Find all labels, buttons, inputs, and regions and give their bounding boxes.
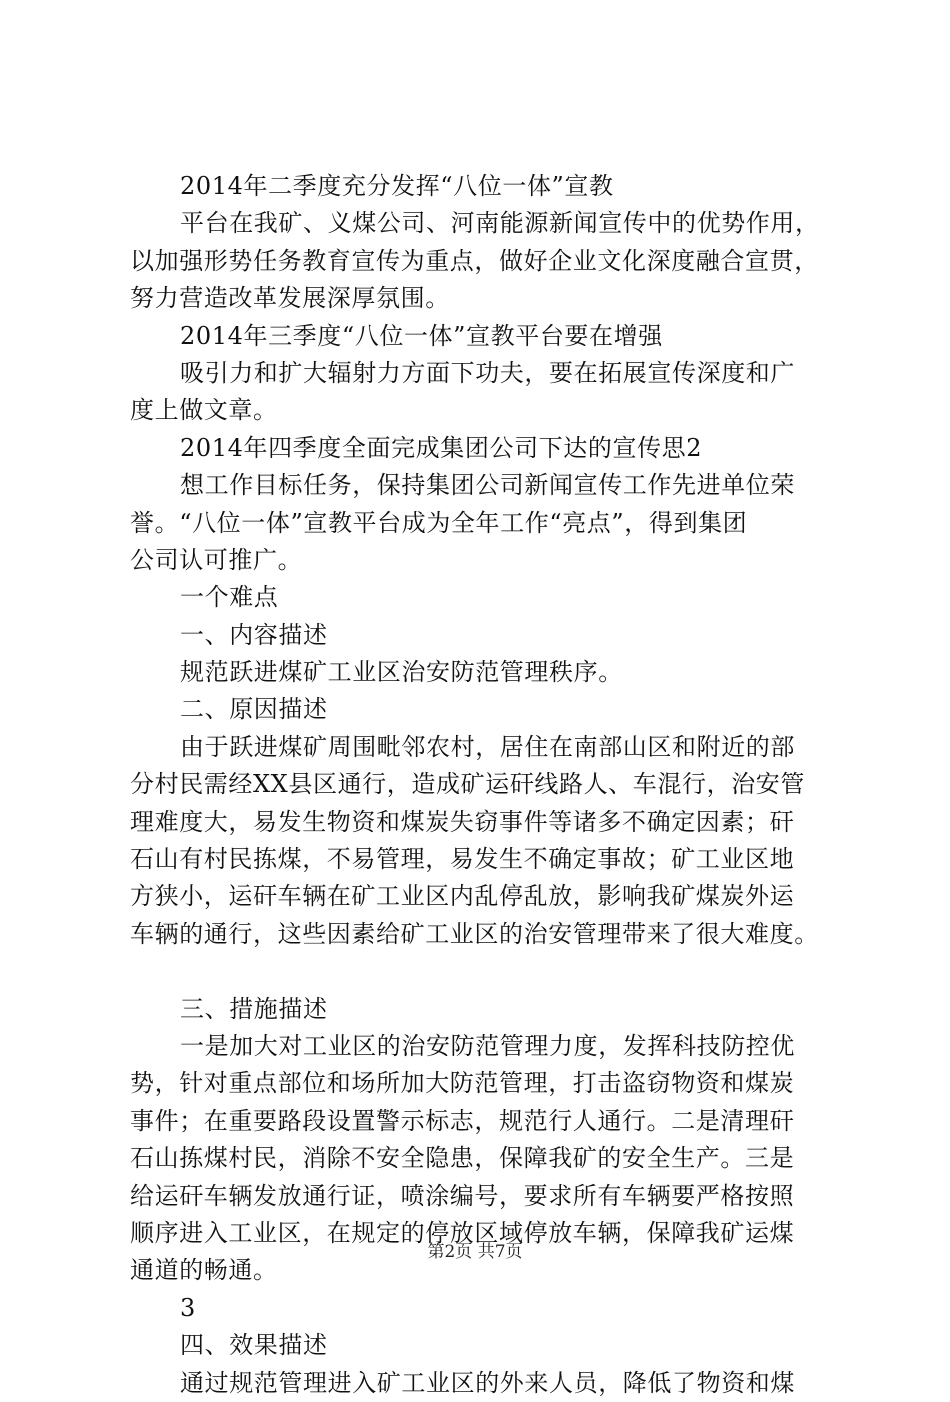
text-line: 誉。“八位一体”宣教平台成为全年工作“亮点”，得到集团 <box>130 508 748 537</box>
text-line: 理难度大，易发生物资和煤炭失窃事件等诸多不确定因素；矸 <box>130 807 795 836</box>
text-line: 势，针对重点部位和场所加大防范管理，打击盗窃物资和煤炭 <box>130 1069 795 1098</box>
inline-page-number: 3 <box>180 1293 196 1322</box>
text-line: 规范跃进煤矿工业区治安防范管理秩序。 <box>180 658 623 687</box>
document-body <box>130 168 850 1402</box>
text-line: 2014年二季度充分发挥“八位一体”宣教 <box>180 172 614 200</box>
text-line: 给运矸车辆发放通行证，喷涂编号，要求所有车辆要严格按照 <box>130 1181 795 1210</box>
text-line: 平台在我矿、义煤公司、河南能源新闻宣传中的优势作用， <box>180 209 820 238</box>
text-line: 度上做文章。 <box>130 396 278 425</box>
text-line: 公司认可推广。 <box>130 545 303 574</box>
text-line: 方狭小，运矸车辆在矿工业区内乱停乱放，影响我矿煤炭外运 <box>130 882 795 911</box>
text-line: 2014年三季度“八位一体”宣教平台要在增强 <box>180 321 663 350</box>
text-line: 由于跃进煤矿周围毗邻农村，居住在南部山区和附近的部 <box>180 732 795 761</box>
text-line: 2014年四季度全面完成集团公司下达的宣传思2 <box>180 433 703 462</box>
text-line: 顺序进入工业区，在规定的停放区域停放车辆，保障我矿运煤 <box>130 1218 795 1247</box>
text-line: 吸引力和扩大辐射力方面下功夫，要在拓展宣传深度和广 <box>180 358 795 387</box>
text-line: 努力营造改革发展深厚氛围。 <box>130 284 450 313</box>
section-heading: 一、内容描述 <box>180 620 328 649</box>
text-line: 分村民需经XX县区通行，造成矿运矸线路人、车混行，治安管 <box>130 770 805 799</box>
text-line: 一是加大对工业区的治安防范管理力度，发挥科技防控优 <box>180 1031 795 1060</box>
text-line: 车辆的通行，这些因素给矿工业区的治安管理带来了很大难度。 <box>130 919 819 948</box>
text-line: 通道的畅通。 <box>130 1256 278 1285</box>
text-line: 想工作目标任务，保持集团公司新闻宣传工作先进单位荣 <box>180 471 795 500</box>
text-line: 石山有村民拣煤，不易管理，易发生不确定事故；矿工业区地 <box>130 845 795 874</box>
blank-line <box>130 953 850 990</box>
section-heading: 四、效果描述 <box>180 1331 328 1360</box>
text-line: 事件；在重要路段设置警示标志，规范行人通行。二是清理矸 <box>130 1106 795 1135</box>
text-line: 石山拣煤村民，消除不安全隐患，保障我矿的安全生产。三是 <box>130 1144 795 1173</box>
page-footer: 第2页 共7页 <box>427 1242 523 1262</box>
text-line: 通过规范管理进入矿工业区的外来人员，降低了物资和煤 <box>180 1368 795 1397</box>
section-heading: 一个难点 <box>180 583 279 612</box>
text-line: 以加强形势任务教育宣传为重点，做好企业文化深度融合宣贯， <box>130 246 819 275</box>
section-heading: 二、原因描述 <box>180 695 328 724</box>
section-heading: 三、措施描述 <box>180 994 328 1023</box>
